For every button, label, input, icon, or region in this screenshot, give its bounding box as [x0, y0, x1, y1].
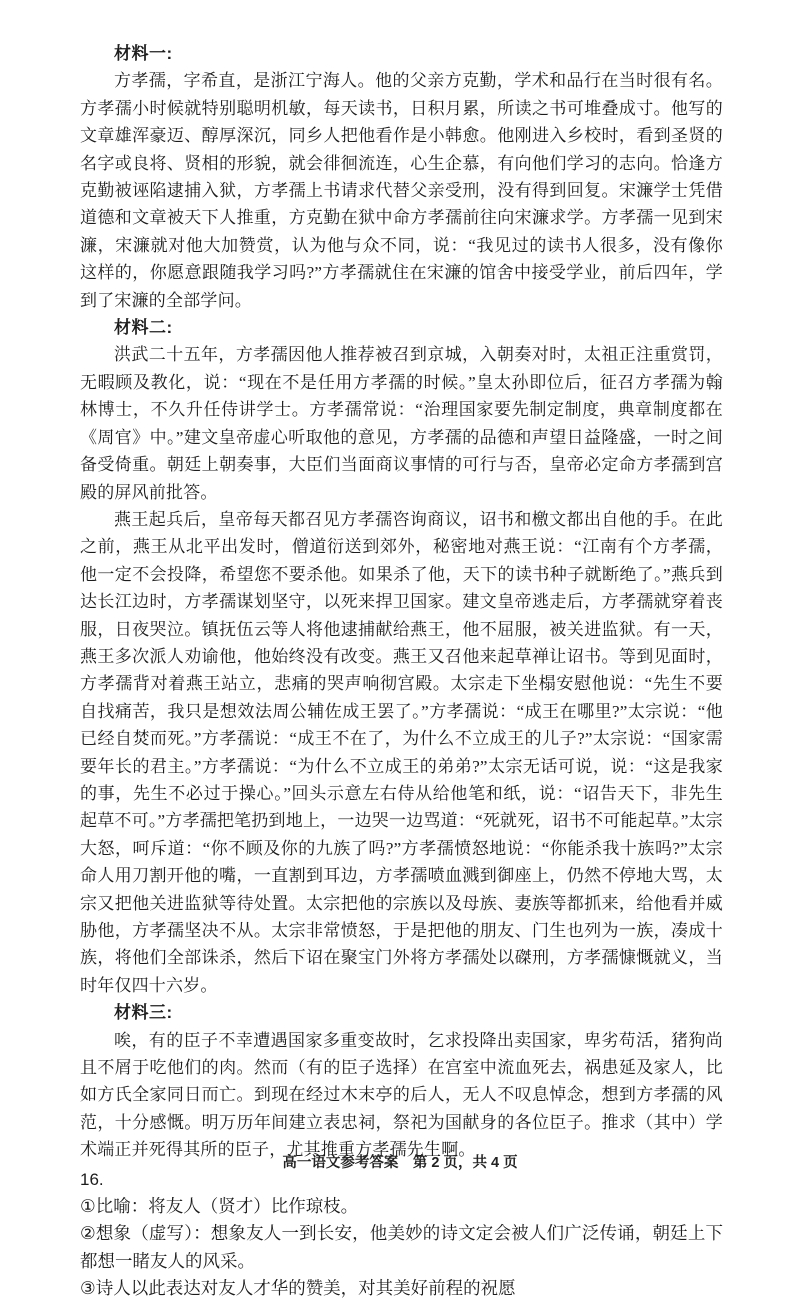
material-3-section: [80, 999, 723, 1163]
question-number: 16.: [80, 1169, 104, 1189]
material-1-paragraph: 方孝孺，字希直，是浙江宁海人。他的父亲方克勤，学术和品行在当时很有名。方孝孺小时候就特别聪明机敏，每天读书，日积月累，所读之书可堆叠成寸。他写的文章雄浑豪迈、醇厚深沉，同乡人把他看作是小韩愈。他刚进入乡校时，看到圣贤的名字或良将、贤相的形貌，就会徘徊流连，心生企慕，有向他们学习的志向。恰逢方克勤被诬陷逮捕入狱，方孝孺上书请求代替父亲受刑，没有得到回复。宋濂学士凭借道德和文章被天下人推重，方克勤在狱中命方孝孺前往向宋濂求学。方孝孺一见到宋濂，宋濂就对他大加赞赏，认为他与众不同，说：“我见过的读书人很多，没有像你这样的，你愿意跟随我学习吗?”方孝孺就住在宋濂的馆舍中接受学业，前后四年，学到了宋濂的全部学问。: [80, 71, 723, 310]
material-2-heading: 材料二:: [114, 318, 173, 338]
page-footer: [0, 1151, 800, 1172]
question-16-answer-section: [80, 1166, 723, 1303]
answer-item-2: ②想象（虚写）：想象友人一到长安，他美妙的诗文定会被人们广泛传诵，朝廷上下都想一睹友人的风采。: [80, 1223, 723, 1271]
material-2-paragraph-2: 燕王起兵后，皇帝每天都召见方孝孺咨询商议，诏书和檄文都出自他的手。在此之前，燕王从北平出发时，僧道衍送到郊外，秘密地对燕王说：“江南有个方孝孺，他一定不会投降，希望您不要杀他。如果杀了他，天下的读书种子就断绝了。”燕兵到达长江边时，方孝孺谋划坚守，以死来捍卫国家。建文皇帝逃走后，方孝孺就穿着丧服，日夜哭泣。镇抚伍云等人将他逮捕献给燕王，他不屈服，被关进监狱。有一天，燕王多次派人劝谕他，他始终没有改变。燕王又召他来起草禅让诏书。等到见面时，方孝孺背对着燕王站立，悲痛的哭声响彻宫殿。太宗走下坐榻安慰他说：“先生不要自找痛苦，我只是想效法周公辅佐成王罢了。”方孝孺说：“成王在哪里?”太宗说：“他已经自焚而死。”方孝孺说：“成王不在了，为什么不立成王的儿子?”太宗说：“国家需要年长的君主。”方孝孺说：“为什么不立成王的弟弟?”太宗无话可说，说：“这是我家的事，先生不必过于操心。”回头示意左右侍从给他笔和纸，说：“诏告天下，非先生起草不可。”方孝孺把笔扔到地上，一边哭一边骂道：“死就死，诏书不可能起草。”太宗大怒，呵斥道：“你不顾及你的九族了吗?”方孝孺愤怒地说：“你能杀我十族吗?”太宗命人用刀割开他的嘴，一直割到耳边，方孝孺喷血溅到御座上，仍然不停地大骂，太宗又把他关进监狱等待处置。太宗把他的宗族以及母族、妻族等都抓来，给他看并威胁他，方孝孺坚决不从。太宗非常愤怒，于是把他的朋友、门生也列为一族，凑成十族，将他们全部诛杀，然后下诏在聚宝门外将方孝孺处以磔刑，方孝孺慷慨就义，当时年仅四十六岁。: [80, 509, 723, 995]
material-3-paragraph: 唉，有的臣子不幸遭遇国家多重变故时，乞求投降出卖国家，卑劣苟活，猪狗尚且不屑于吃他们的肉。然而（有的臣子选择）在宫室中流血死去，祸患延及家人，比如方氏全家同日而亡。到现在经过木末亭的后人，无人不叹息悼念，想到方孝孺的风范，十分感慨。明万历年间建立表忠祠，祭祀为国献身的各位臣子。推求（其中）学术端正并死得其所的臣子，尤其推重方孝孺先生啊。: [80, 1030, 723, 1160]
answer-item-1: ①比喻：将友人（贤才）比作琼枝。: [80, 1196, 359, 1217]
material-2-paragraph-1: 洪武二十五年，方孝孺因他人推荐被召到京城，入朝奏对时，太祖正注重赏罚，无暇顾及教化，说：“现在不是任用方孝孺的时候。”皇太孙即位后，征召方孝孺为翰林博士，不久升任侍讲学士。方孝孺常说：“治理国家要先制定制度，典章制度都在《周官》中。”建文皇帝虚心听取他的意见，方孝孺的品德和声望日益隆盛，一时之间备受倚重。朝廷上朝奏事，大臣们当面商议事情的可行与否，皇帝必定命方孝孺到宫殿的屏风前批答。: [80, 345, 723, 502]
footer-text: 高一语文参考答案 第 2 页，共 4 页: [282, 1155, 518, 1171]
material-1-section: [80, 40, 723, 314]
material-2-section: [80, 314, 723, 999]
answer-item-3: ③诗人以此表达对友人才华的赞美，对其美好前程的祝愿: [80, 1278, 516, 1299]
material-3-heading: 材料三:: [114, 1003, 173, 1023]
material-1-heading: 材料一:: [114, 44, 173, 63]
